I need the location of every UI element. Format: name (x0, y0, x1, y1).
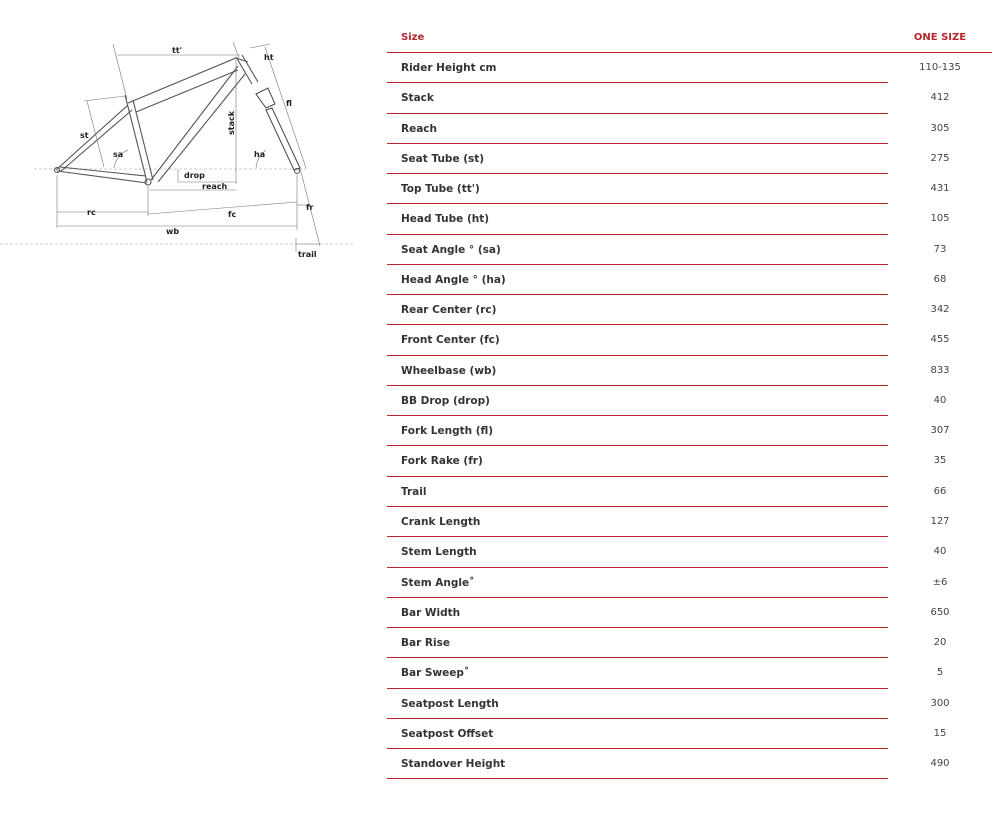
row-label: Wheelbase (wb) (401, 364, 497, 377)
table-row (387, 568, 992, 598)
geometry-table (387, 24, 992, 779)
row-label: Bar Rise (401, 637, 450, 650)
dimension-lines (57, 42, 320, 252)
row-divider (387, 778, 888, 779)
label-fr: fr (306, 203, 314, 212)
row-value: 455 (930, 334, 950, 346)
row-value: 110-135 (919, 62, 961, 73)
row-label: Top Tube (tt') (401, 183, 480, 196)
label-rc: rc (87, 208, 96, 217)
row-label: Crank Length (401, 515, 481, 528)
label-trail: trail (298, 250, 317, 259)
row-label: Head Tube (ht) (401, 213, 490, 226)
label-fl: fl (286, 99, 292, 108)
table-header (387, 24, 992, 53)
table-row (387, 53, 992, 83)
table-row (387, 477, 992, 507)
row-label: Head Angle ° (ha) (401, 273, 506, 286)
row-label: Seatpost Length (401, 697, 499, 710)
table-row (387, 628, 992, 658)
row-value: 40 (933, 546, 947, 558)
row-label: Stem Length (401, 546, 477, 559)
row-label: Fork Rake (fr) (401, 455, 483, 468)
label-wb: wb (166, 227, 180, 236)
row-value: ±6 (932, 576, 948, 588)
row-label: Fork Length (fl) (401, 425, 494, 438)
label-reach: reach (202, 182, 228, 191)
row-label: Seat Tube (st) (401, 152, 485, 165)
table-row (387, 265, 992, 295)
row-value: 127 (930, 515, 950, 527)
geometry-diagram (0, 0, 360, 270)
table-row (387, 356, 992, 386)
label-tt: tt' (172, 46, 183, 55)
row-value: 342 (930, 304, 950, 316)
row-label: Reach (401, 122, 437, 135)
row-value: 650 (930, 606, 950, 618)
row-value: 412 (930, 92, 950, 104)
row-value: 300 (930, 697, 950, 709)
row-label: Bar Sweep˚ (401, 667, 470, 680)
row-value: 305 (930, 122, 950, 134)
row-label: Rider Height cm (401, 62, 497, 74)
table-row (387, 174, 992, 204)
row-label: Front Center (fc) (401, 334, 500, 347)
row-label: Rear Center (rc) (401, 304, 497, 317)
table-row (387, 386, 992, 416)
row-label: Bar Width (401, 606, 461, 619)
row-value: 275 (930, 152, 950, 164)
table-row (387, 446, 992, 476)
header-size-name: ONE SIZE (913, 32, 967, 43)
row-label: Trail (401, 485, 427, 498)
table-row (387, 416, 992, 446)
row-label: Stack (401, 92, 434, 105)
header-size-label: Size (401, 32, 425, 43)
label-fc: fc (228, 210, 237, 219)
table-row (387, 325, 992, 355)
table-row (387, 235, 992, 265)
table-row (387, 537, 992, 567)
table-row (387, 719, 992, 749)
row-label: Seatpost Offset (401, 727, 494, 740)
row-value: 35 (933, 455, 947, 467)
row-label: Stem Angle˚ (401, 576, 475, 589)
row-value: 105 (930, 213, 950, 225)
table-row (387, 507, 992, 537)
label-ha: ha (254, 150, 266, 159)
table-row (387, 295, 992, 325)
table-row (387, 144, 992, 174)
row-value: 5 (936, 667, 944, 679)
row-label: Standover Height (401, 758, 506, 771)
label-stack: stack (227, 110, 236, 135)
label-drop: drop (184, 171, 205, 180)
row-value: 307 (930, 425, 950, 437)
table-body (387, 53, 992, 779)
row-label: Seat Angle ° (sa) (401, 243, 501, 256)
row-value: 15 (933, 727, 947, 739)
table-row (387, 83, 992, 113)
table-row (387, 114, 992, 144)
label-ht: ht (264, 53, 274, 62)
table-row (387, 749, 992, 779)
row-value: 40 (933, 394, 947, 406)
row-value: 431 (930, 183, 950, 195)
table-row (387, 598, 992, 628)
table-row (387, 204, 992, 234)
row-value: 66 (933, 485, 947, 497)
row-value: 490 (930, 758, 950, 770)
table-row (387, 689, 992, 719)
table-row (387, 658, 992, 688)
row-value: 68 (933, 273, 947, 285)
row-value: 73 (933, 243, 947, 255)
row-value: 20 (933, 637, 947, 649)
label-sa: sa (113, 150, 124, 159)
row-label: BB Drop (drop) (401, 394, 490, 407)
row-value: 833 (930, 364, 950, 376)
label-st: st (80, 131, 89, 140)
